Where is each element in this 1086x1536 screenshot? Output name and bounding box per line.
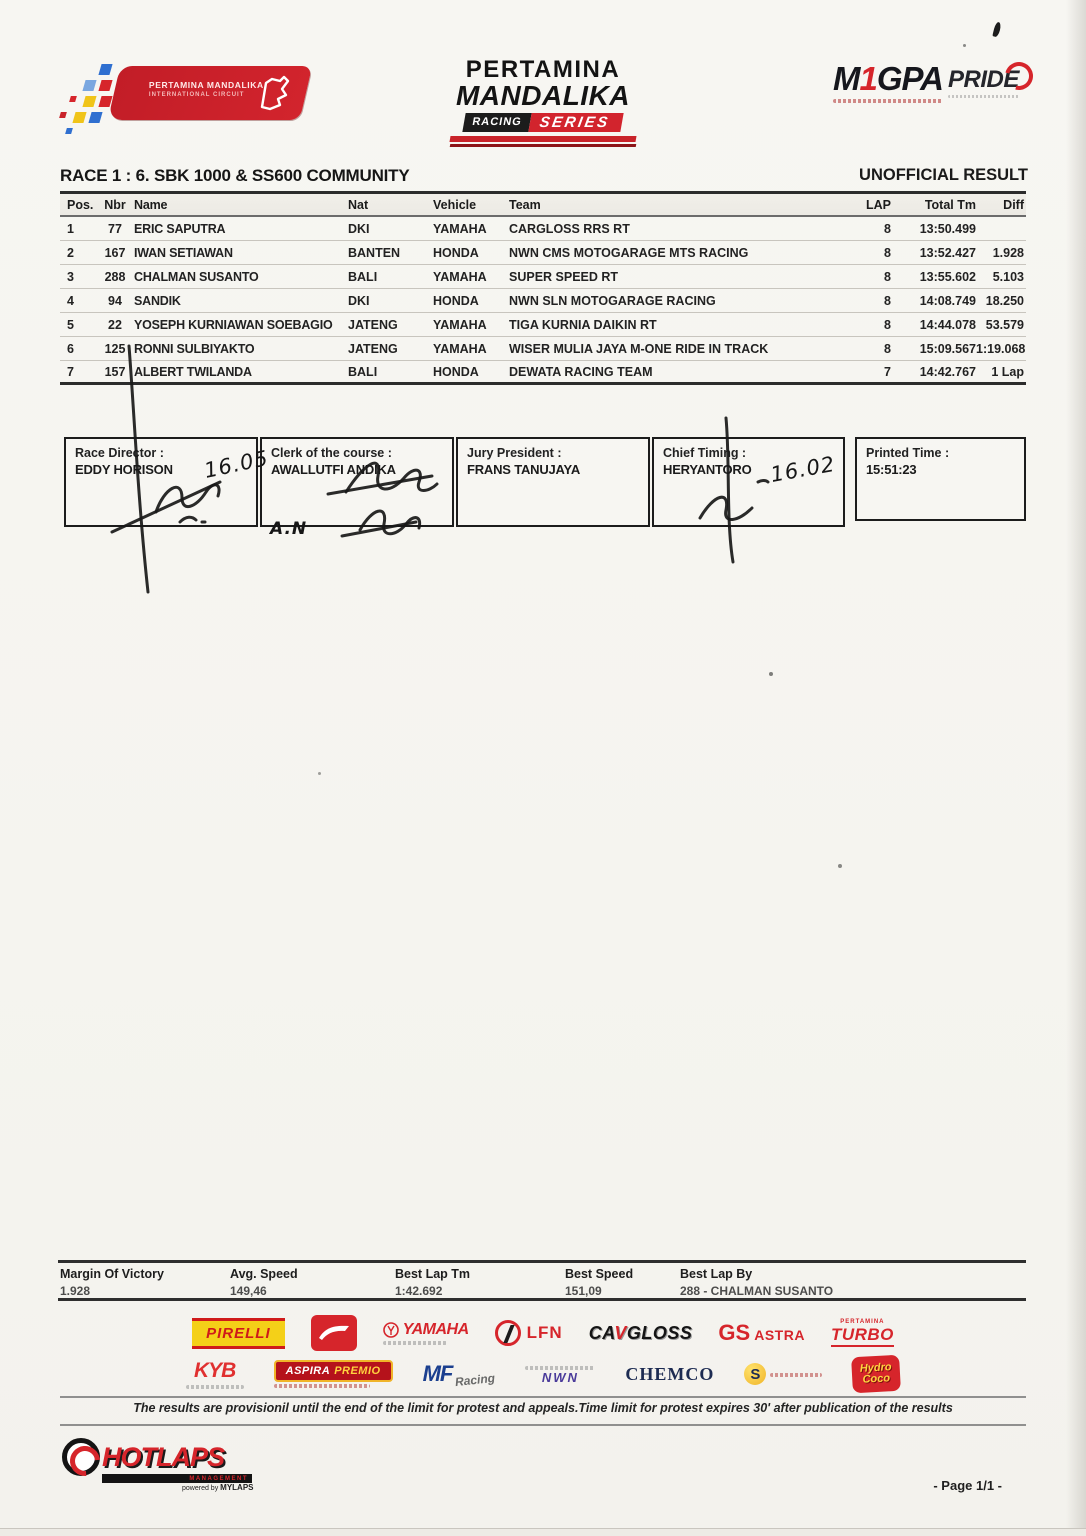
ink-speck [838,864,842,868]
mosaic-square [98,80,112,91]
cell-lap: 8 [884,221,891,236]
jury-president-box [456,437,650,527]
pertamina-mandalika-racing-series-logo [450,56,636,147]
cell-lap: 8 [884,245,891,260]
lfn-text: LFN [526,1323,563,1342]
cell-totaltm: 15:09.567 [919,341,976,356]
table-row [60,361,1026,385]
hotlaps-text: HOTLAPS [102,1441,225,1472]
turbo-text: TURBO [831,1325,894,1347]
cell-nat: DKI [348,221,370,236]
cell-pos: 5 [67,317,74,332]
col-header-diff: Diff [1003,197,1024,212]
cell-diff: 1 Lap [991,364,1024,379]
cell-lap: 8 [884,269,891,284]
ink-speck [963,44,966,47]
official-name: EDDY HORISON [75,462,173,477]
yamaha-logo [383,1321,469,1345]
handwritten-time: 16.02 [768,451,838,487]
series-badge: SERIES [528,113,623,132]
management-text: MANAGEMENT [189,1475,248,1482]
kyb-subtext-smudge [186,1385,244,1389]
cell-totaltm: 14:08.749 [919,293,976,308]
pertamina-mandalika-circuit-logo [56,56,311,141]
table-row [60,217,1026,241]
summary-label: Avg. Speed [230,1267,298,1281]
circuit-name: PERTAMINA MANDALIKA [148,80,264,90]
table-row [60,265,1026,289]
gs-text: GS [718,1320,751,1345]
col-header-team: Team [509,197,541,212]
mylaps-text: MYLAPS [220,1483,254,1492]
cell-totaltm: 14:44.078 [919,317,976,332]
summary-value: 1:42.692 [395,1284,443,1298]
cell-pos: 6 [67,341,74,356]
divider-line [60,1396,1026,1398]
table-row [60,337,1026,361]
mosaic-square [82,80,96,91]
cell-diff: 53.579 [985,317,1024,332]
mosaic-square [59,112,67,118]
printed-time-value: 15:51:23 [866,462,917,477]
hydro-coco-logo [851,1355,901,1393]
aspira-premio-logo [274,1360,393,1388]
astra-text: ASTRA [754,1327,805,1343]
cell-name: CHALMAN SUSANTO [134,269,259,284]
mf-racing-text: Racing [454,1370,496,1390]
s-brand-subtext-smudge [770,1373,822,1377]
cell-nbr: 94 [108,293,122,308]
cell-diff: 18.250 [985,293,1024,308]
cargloss-part2: GLOSS [626,1322,693,1343]
divider-line [60,1424,1026,1426]
circuit-subtitle: INTERNATIONAL CIRCUIT [148,92,245,98]
cell-team: SUPER SPEED RT [509,269,619,284]
sponsor-row-1 [60,1312,1026,1354]
premio-text: PREMIO [334,1365,381,1377]
handwritten-initials: A.N [270,519,308,539]
kyb-text: KYB [193,1359,236,1382]
cargloss-check: V [614,1322,627,1343]
officials-section [64,437,1026,529]
pride-subtext-smudge [948,95,1019,98]
lfn-logo [495,1320,563,1346]
turbo-top-text: PERTAMINA [840,1319,885,1325]
pirelli-logo: PIRELLI [192,1318,285,1349]
hotlaps-management-bar [102,1474,252,1483]
cell-pos: 2 [67,245,74,260]
official-label: Jury President : [467,446,562,460]
cell-vehicle: HONDA [433,245,479,260]
yamaha-tuning-fork-icon [383,1322,399,1338]
series-red-bar [449,136,636,142]
official-label: Printed Time : [866,446,950,460]
cell-vehicle: YAMAHA [433,317,487,332]
summary-item [60,1267,164,1298]
series-word-mandalika: MANDALIKA [455,80,631,111]
cell-nbr: 288 [104,269,126,284]
cell-name: IWAN SETIAWAN [134,245,233,260]
yamaha-subtext-smudge [383,1341,447,1345]
s-brand-logo [744,1363,822,1385]
col-header-lap: LAP [866,197,891,212]
official-label: Clerk of the course : [271,446,392,460]
cell-vehicle: YAMAHA [433,269,487,284]
printed-time-box [855,437,1026,521]
mf-text: MF [422,1361,453,1386]
cell-nat: DKI [348,293,370,308]
mosaic-square [69,96,77,102]
summary-label: Margin Of Victory [60,1267,164,1281]
nwn-brake-logo [525,1364,595,1385]
cell-nbr: 22 [108,317,122,332]
chemco-logo: CHEMCO [625,1363,715,1384]
ink-speck [769,672,773,676]
mgpa-m: M [833,60,860,97]
cell-lap: 8 [884,293,891,308]
summary-label: Best Speed [565,1267,634,1281]
page-number: - Page 1/1 - [933,1478,1002,1493]
protest-disclaimer: The results are provisionil until the end of the limit for protest and appeals.Time limit for protest expires 30' after publication of the results [133,1401,953,1415]
cell-diff: 5.103 [992,269,1024,284]
col-header-name: Name [134,197,168,212]
cell-name: RONNI SULBIYAKTO [134,341,255,356]
cell-totaltm: 13:52.427 [919,245,976,260]
official-name: AWALLUTFI ANDIKA [271,462,396,477]
mgpa-gpa: GPA [876,60,943,97]
col-header-vehicle: Vehicle [433,197,477,212]
col-header-nat: Nat [348,197,369,212]
mosaic-square [65,128,73,134]
summary-item [395,1267,470,1298]
mosaic-square [82,96,96,107]
cell-nbr: 125 [104,341,126,356]
cell-vehicle: HONDA [433,364,479,379]
cell-name: SANDIK [134,293,181,308]
coco-text: Coco [862,1372,891,1386]
circuit-track-icon [256,73,292,113]
series-dark-bar [450,144,637,147]
powered-prefix: powered by [182,1485,219,1492]
result-status: UNOFFICIAL RESULT [859,166,1028,184]
powered-by-mylaps [182,1483,254,1492]
cell-nat: BANTEN [348,245,401,260]
col-header-pos: Pos. [67,197,94,212]
aspira-text: ASPIRA [285,1365,331,1377]
cell-name: YOSEPH KURNIAWAN SOEBAGIO [134,317,333,332]
hydro-text: Hydro [859,1361,893,1375]
official-label: Race Director : [75,446,164,460]
cell-nat: BALI [348,364,378,379]
mf-racing-logo [422,1361,496,1390]
cargloss-logo [589,1323,693,1344]
summary-label: Best Lap Tm [395,1267,471,1281]
pride-text: PRIDE [948,66,1019,93]
cell-diff: 1:19.068 [976,341,1026,356]
aspira-subtext-smudge [274,1384,370,1388]
table-header-row [60,191,1026,217]
cell-nat: JATENG [348,341,398,356]
cell-lap: 8 [884,317,891,332]
cell-diff: 1.928 [992,245,1024,260]
pertamina-turbo-logo [831,1319,894,1347]
cell-vehicle: YAMAHA [433,221,487,236]
cell-team: CARGLOSS RRS RT [509,221,630,236]
chief-timing-box [652,437,845,527]
summary-value: 151,09 [565,1284,602,1298]
lfn-icon [495,1320,521,1346]
scan-edge-shade [1066,0,1086,1536]
pride-logo [948,66,1019,98]
hotlaps-logo [62,1438,254,1492]
col-header-nbr: Nbr [104,197,126,212]
results-table [60,191,1026,385]
summary-value: 1.928 [60,1284,91,1298]
cell-totaltm: 13:50.499 [919,221,976,236]
cell-nbr: 157 [104,364,126,379]
cell-name: ERIC SAPUTRA [134,221,226,236]
summary-item [565,1267,633,1298]
clerk-of-course-box [260,437,454,527]
cell-name: ALBERT TWILANDA [134,364,252,379]
cell-nat: BALI [348,269,378,284]
cell-team: NWN SLN MOTOGARAGE RACING [509,293,716,308]
cell-vehicle: HONDA [433,293,479,308]
scan-bottom-edge [0,1528,1086,1536]
cell-team: WISER MULIA JAYA M-ONE RIDE IN TRACK [509,341,769,356]
mosaic-square [72,112,86,123]
racing-badge: RACING [463,113,532,132]
ink-speck [318,772,321,775]
cell-pos: 7 [67,364,74,379]
cell-team: NWN CMS MOTOGARAGE MTS RACING [509,245,749,260]
handwritten-time: 16.05 [202,445,271,483]
nwn-toptext-smudge [525,1366,595,1370]
cell-totaltm: 14:42.767 [919,364,976,379]
s-ball-icon: S [744,1363,766,1385]
kyb-logo [186,1359,244,1389]
cargloss-part1: CA [588,1322,615,1343]
cell-team: TIGA KURNIA DAIKIN RT [509,317,657,332]
col-header-totaltm: Total Tm [924,197,976,212]
race-director-box [64,437,258,527]
official-label: Chief Timing : [663,446,747,460]
cell-pos: 4 [67,293,74,308]
cell-nbr: 167 [104,245,126,260]
mgpa-one: 1 [859,60,877,97]
sponsor-row-2 [60,1354,1026,1394]
summary-item [230,1267,298,1298]
cell-pos: 3 [67,269,74,284]
cell-lap: 7 [884,364,891,379]
series-word-pertamina: PERTAMINA [465,56,621,83]
official-name: FRANS TANUJAYA [467,462,581,477]
cell-totaltm: 13:55.602 [919,269,976,284]
mosaic-square [88,112,102,123]
cell-pos: 1 [67,221,74,236]
summary-value: 149,46 [230,1284,267,1298]
race-title: RACE 1 : 6. SBK 1000 & SS600 COMMUNITY [60,166,410,185]
summary-label: Best Lap By [680,1267,753,1281]
mgpa-subtext-smudge [833,99,943,103]
table-row [60,289,1026,313]
cell-vehicle: YAMAHA [433,341,487,356]
cell-nat: JATENG [348,317,398,332]
official-name: HERYANTORO [663,462,752,477]
nwn-text: NWN [541,1369,579,1385]
yamaha-text: YAMAHA [402,1321,469,1338]
summary-value: 288 - CHALMAN SUSANTO [680,1284,834,1298]
cell-nbr: 77 [108,221,122,236]
mosaic-square [98,64,112,75]
table-row [60,241,1026,265]
circuit-banner [108,66,312,120]
cell-team: DEWATA RACING TEAM [509,364,653,379]
hotlaps-icon [62,1438,100,1476]
gs-astra-logo [718,1320,805,1346]
ink-speck [992,21,1001,37]
honda-wing-icon [311,1315,357,1351]
cell-lap: 8 [884,341,891,356]
table-row [60,313,1026,337]
race-summary [58,1260,1026,1301]
summary-item [680,1267,833,1298]
mgpa-logo [833,60,943,103]
